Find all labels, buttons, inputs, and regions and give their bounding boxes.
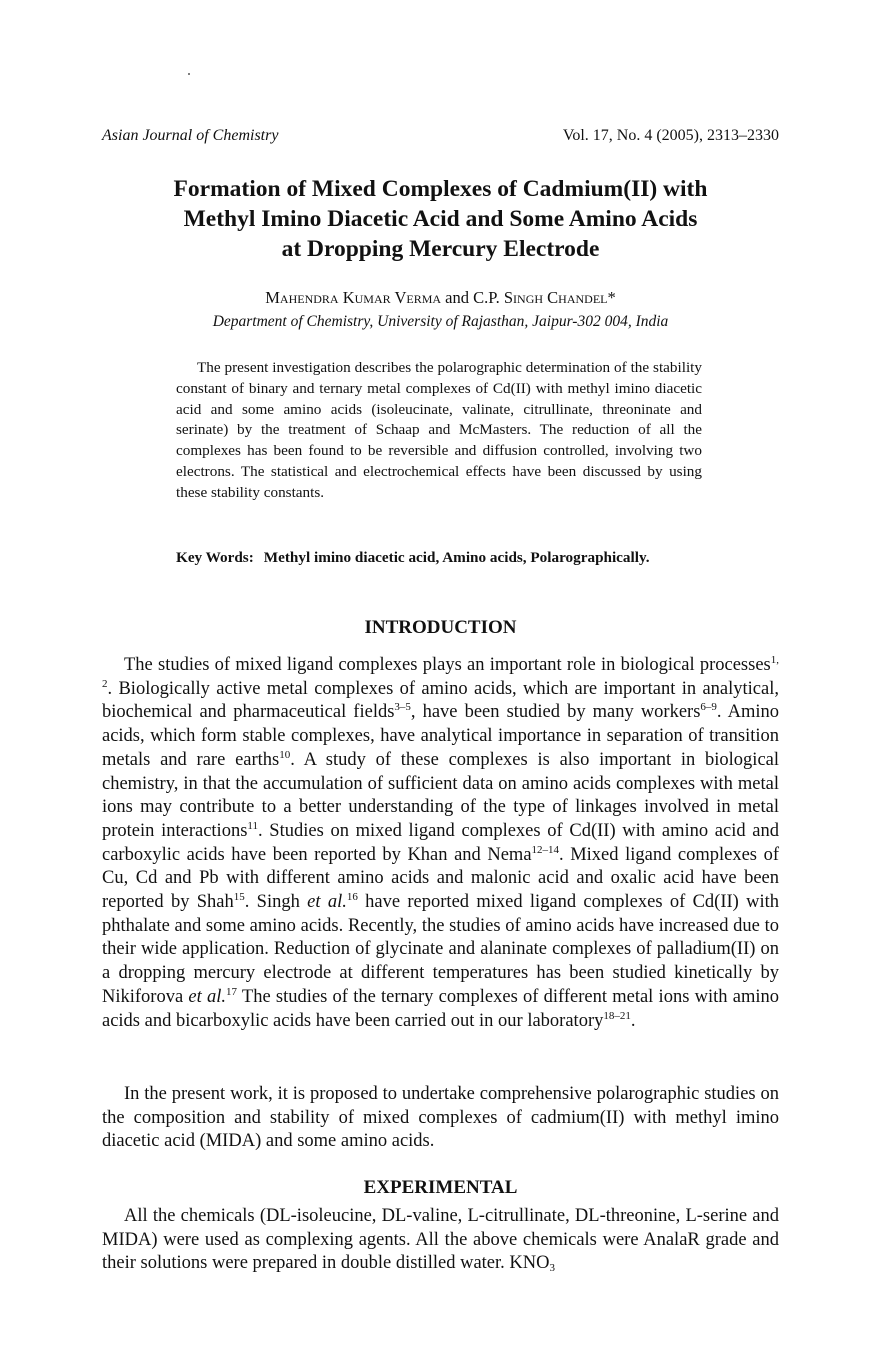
experimental-heading: EXPERIMENTAL [363, 1177, 518, 1198]
citation-ref: 12–14 [531, 843, 560, 856]
author-1: Mahendra Kumar Verma [265, 288, 442, 307]
intro-text: . Studies on mixed ligand complexes of Cd(II) with amino acid and carboxylic acids have been reported by Khan and Nema [102, 820, 779, 865]
intro-text: have reported mixed ligand complexes of Cd(II) with phthalate and some amino acids. Recently, the studies of amino acids have increased due to their wide application. Reduction of glycinate and alaninate complexes of palladium(II) on a dropping mercury electrode at different temperatures has been studied kinetically by Nikiforova [102, 892, 779, 1007]
subscript: 3 [549, 1262, 555, 1275]
intro-text: The studies of the ternary complexes of different metal ions with amino acids and bicarboxylic acids have been carried out in our laboratory [102, 986, 779, 1031]
citation-ref: 17 [226, 985, 238, 998]
author-2: C.P. Singh Chandel* [473, 288, 616, 307]
citation-ref: 16 [346, 891, 358, 904]
introduction-heading: INTRODUCTION [364, 617, 517, 638]
introduction-paragraph-2: In the present work, it is proposed to undertake comprehensive polarographic studies on the composition and stability of mixed complexes of cadmium(II) with methyl imino diacetic acid (MIDA) and some amino acids. [102, 1084, 779, 1152]
scan-speck [188, 73, 190, 75]
citation-ref: 3–5 [394, 701, 411, 714]
intro-text: . Amino acids, which form stable complexes, have analytical importance in separation of transition metals and rare earths [102, 702, 779, 770]
introduction-paragraph-1 [102, 654, 779, 1033]
citation-ref: 11 [247, 819, 258, 832]
title-line-3: at Dropping Mercury Electrode [281, 236, 600, 262]
journal-name: Asian Journal of Chemistry [102, 127, 279, 144]
paper-title [102, 174, 779, 264]
keywords [176, 548, 702, 569]
citation-ref: 6–9 [700, 701, 717, 714]
intro-text: . Mixed ligand complexes of Cu, Cd and Pb with different amino acids and malonic acid and oxalic acid have been reported by Shah [102, 844, 779, 913]
citation-ref: 18–21 [603, 1009, 631, 1022]
experimental-paragraph-1 [102, 1205, 779, 1276]
et-al: et al. [307, 892, 347, 913]
et-al: et al. [188, 986, 227, 1007]
intro-text: , have been studied by many workers [410, 702, 701, 723]
running-header [102, 127, 779, 149]
title-line-1: Formation of Mixed Complexes of Cadmium(II) with [173, 176, 708, 202]
intro-text: . Biologically active metal complexes of amino acids, which are important in analytical, biochemical and pharmaceutical fields [102, 678, 779, 723]
intro-text: The studies of mixed ligand complexes plays an important role in biological processes [124, 655, 771, 675]
abstract: The present investigation describes the polarographic determination of the stability constant of binary and ternary metal complexes of Cd(II) with methyl imino diacetic acid and some amino acids (isoleucinate, valinate, citrullinate, threoninate and serinate) by the treatment of Schaap and McMasters. The reduction of all the complexes has been found to be reversible and diffusion controlled, involving two electrons. The statistical and electrochemical effects have been discussed by using these stability constants. [176, 359, 702, 501]
keywords-text: Methyl imino diacetic acid, Amino acids, Polarographically. [263, 549, 650, 566]
authors [102, 288, 779, 308]
affiliation: Department of Chemistry, University of Rajasthan, Jaipur-302 004, India [212, 313, 669, 330]
intro-text: . Singh [244, 892, 308, 913]
title-line-2: Methyl Imino Diacetic Acid and Some Amino Acids [183, 206, 698, 232]
intro-text: . A study of these complexes is also important in biological chemistry, in that the accumulation of sufficient data on amino acids complexes with metal ions may contribute to a better understanding of the type of linkages involved in metal protein interactions [102, 749, 780, 841]
volume-info: Vol. 17, No. 4 (2005), 2313–2330 [562, 127, 779, 144]
citation-ref: 1, 2 [102, 654, 779, 690]
citation-ref: 15 [233, 891, 245, 904]
keywords-label: Key Words: [176, 549, 254, 566]
intro-text: . [630, 1010, 636, 1031]
citation-ref: 10 [279, 748, 291, 761]
experimental-text: All the chemicals (DL-isoleucine, DL-valine, L-citrullinate, DL-threonine, L-serine and MIDA) were used as complexing agents. All the above chemicals were AnalaR grade and their solutions were prepared in double distilled water. KNO [102, 1206, 779, 1274]
author-conjunction: and [445, 288, 469, 307]
